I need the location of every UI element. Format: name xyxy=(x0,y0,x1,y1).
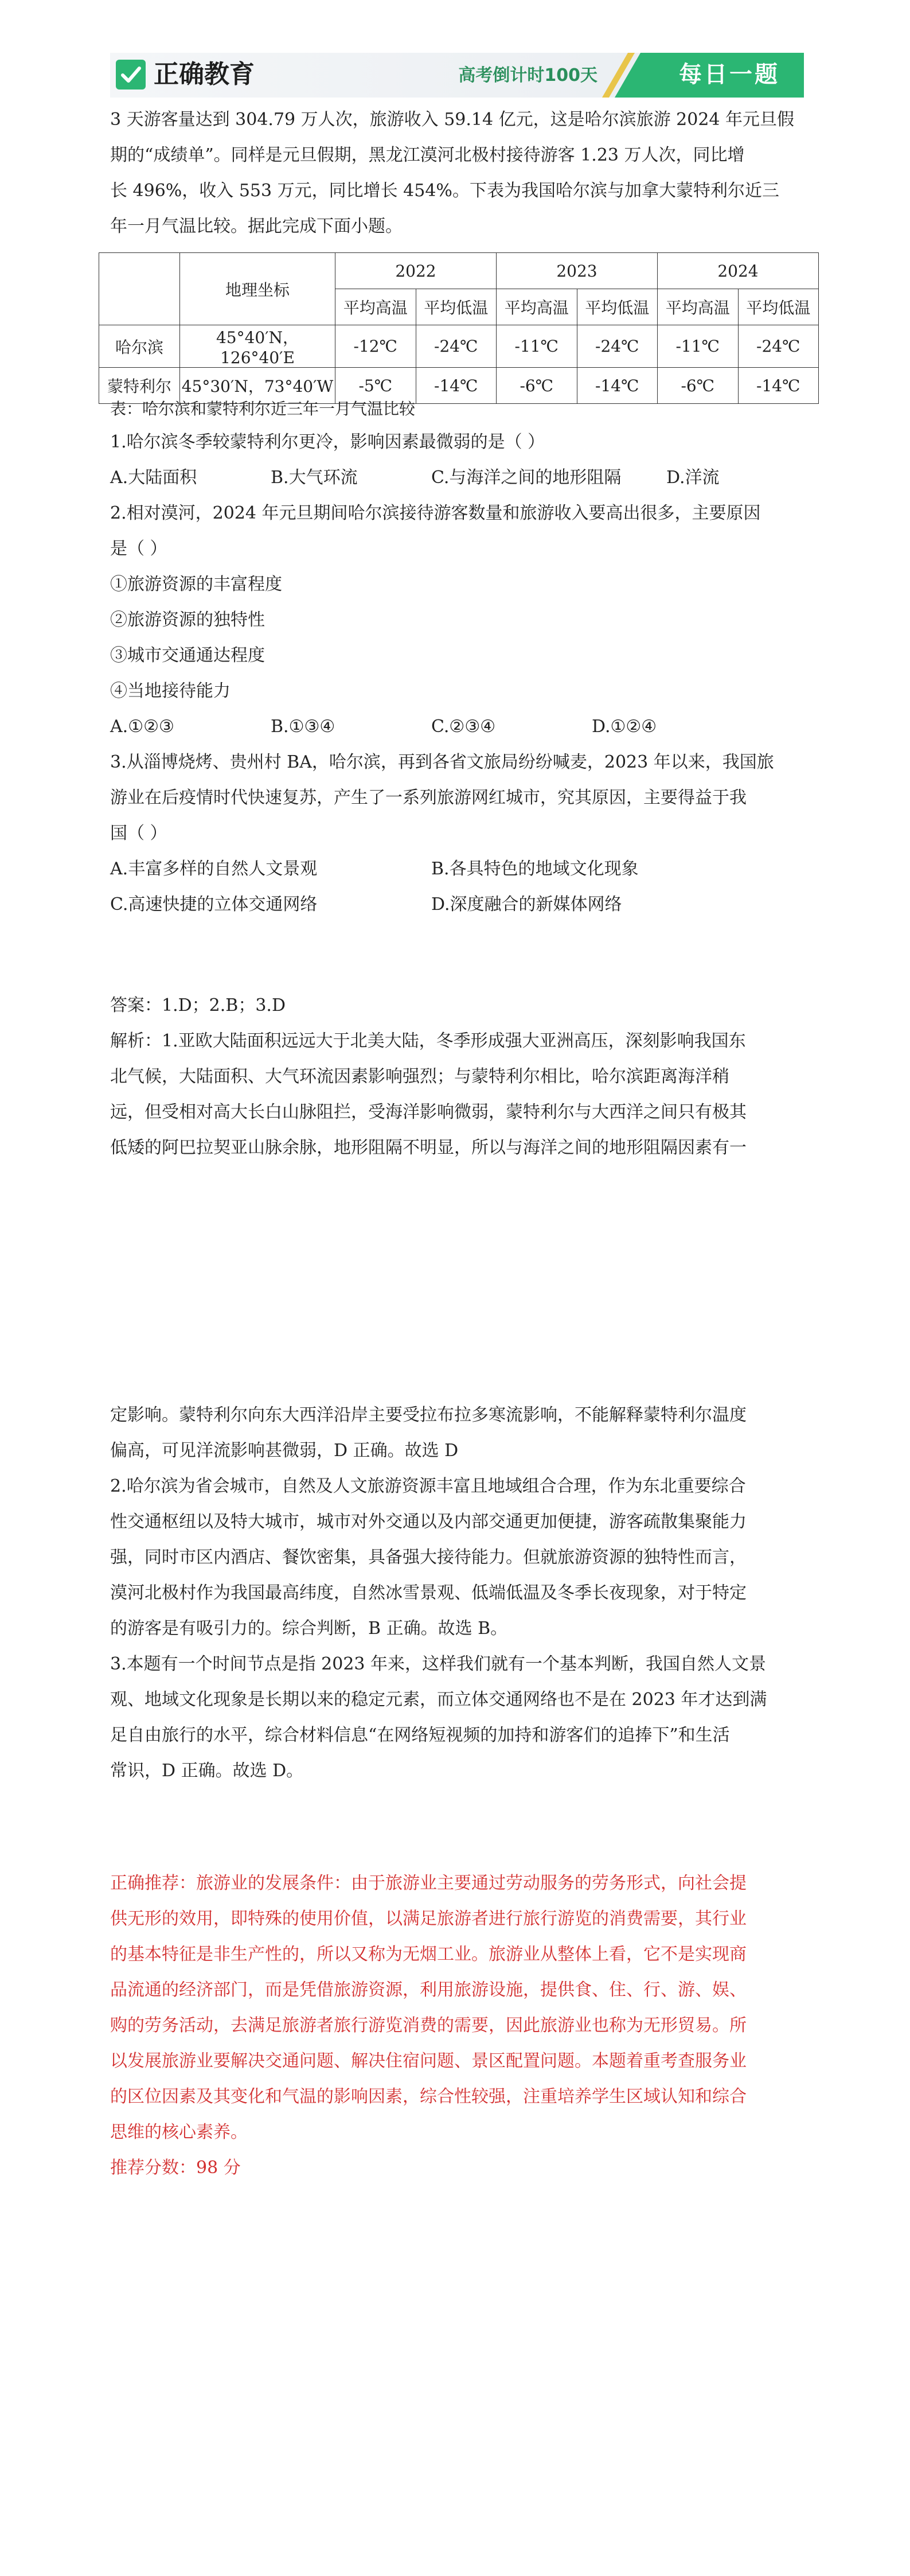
climate-table xyxy=(99,252,819,404)
intro-line: 年一月气温比较。据此完成下面小题。 xyxy=(110,216,403,236)
option-b: B.各具特色的地域文化现象 xyxy=(431,859,639,879)
temp-cell: -14℃ xyxy=(738,368,819,404)
recommend-line: 的基本特征是非生产性的，所以又称为无烟工业。旅游业从整体上看，它不是实现商 xyxy=(110,1944,747,1964)
intro-line: 期的“成绩单”。同样是元旦假期，黑龙江漠河北极村接待游客 1.23 万人次，同比增 xyxy=(110,145,745,165)
statement-item: ①旅游资源的丰富程度 xyxy=(110,574,282,594)
options-row xyxy=(110,887,804,923)
statement-item: ②旅游资源的独特性 xyxy=(110,610,265,630)
question-stem: 2.相对漠河，2024 年元旦期间哈尔滨接待游客数量和旅游收入要高出很多，主要原因 xyxy=(110,503,761,523)
analysis-line: 2.哈尔滨为省会城市，自然及人文旅游资源丰富且地域组合合理，作为东北重要综合 xyxy=(110,1476,746,1496)
table-row xyxy=(99,325,819,368)
coord-cell: 45°30′N，73°40′W xyxy=(180,368,335,404)
analysis-line: 的游客是有吸引力的。综合判断，B 正确。故选 B。 xyxy=(110,1618,508,1639)
analysis-line: 偏高，可见洋流影响甚微弱，D 正确。故选 D xyxy=(110,1441,459,1461)
temp-cell: -11℃ xyxy=(658,325,739,368)
options-row xyxy=(110,851,804,887)
header-banner xyxy=(110,53,804,98)
checkmark-icon xyxy=(116,60,146,90)
temp-cell: -14℃ xyxy=(577,368,658,404)
recommend-line: 以发展旅游业要解决交通问题、解决住宿问题、景区配置问题。本题着重考查服务业 xyxy=(110,2051,747,2071)
recommend-line: 品流通的经济部门，而是凭借旅游资源，利用旅游设施，提供食、住、行、游、娱、 xyxy=(110,1980,747,2000)
intro-line: 3 天游客量达到 304.79 万人次，旅游收入 59.14 亿元，这是哈尔滨旅游 2024 年元旦假 xyxy=(110,110,795,130)
temp-cell: -12℃ xyxy=(335,325,416,368)
sub-header: 平均低温 xyxy=(577,289,658,325)
option-b: B.①③④ xyxy=(271,717,335,737)
option-d: D.深度融合的新媒体网络 xyxy=(431,894,622,915)
answer-line: 答案：1.D；2.B；3.D xyxy=(110,995,286,1015)
statement-item: ④当地接待能力 xyxy=(110,681,231,701)
sub-header: 平均高温 xyxy=(658,289,739,325)
options-row xyxy=(110,709,804,745)
option-c: C.②③④ xyxy=(431,717,496,737)
empty-header-cell xyxy=(99,253,180,325)
analysis-line: 性交通枢纽以及特大城市，城市对外交通以及内部交通更加便捷，游客疏散集聚能力 xyxy=(110,1512,747,1532)
coord-header: 地理坐标 xyxy=(180,253,335,325)
table-header-row xyxy=(99,253,819,289)
temp-cell: -24℃ xyxy=(416,325,497,368)
intro-paragraph xyxy=(110,102,804,244)
temp-cell: -24℃ xyxy=(738,325,819,368)
temp-cell: -11℃ xyxy=(497,325,577,368)
table-caption-block xyxy=(110,396,804,422)
analysis-line: 北气候，大陆面积、大气环流因素影响强烈；与蒙特利尔相比，哈尔滨距离海洋稍 xyxy=(110,1067,729,1087)
question-stem: 游业在后疫情时代快速复苏，产生了一系列旅游网红城市，究其原因，主要得益于我 xyxy=(110,788,747,808)
temp-cell: -14℃ xyxy=(416,368,497,404)
sub-header: 平均高温 xyxy=(335,289,416,325)
statement-item: ③城市交通通达程度 xyxy=(110,645,265,666)
question-1 xyxy=(110,425,804,496)
option-a: A.大陆面积 xyxy=(110,468,197,488)
question-stem: 3.从淄博烧烤、贵州村 BA，哈尔滨，再到各省文旅局纷纷喊麦，2023 年以来，我国旅 xyxy=(110,752,774,772)
year-header: 2024 xyxy=(658,253,819,289)
recommend-line: 的区位因素及其变化和气温的影响因素，综合性较强，注重培养学生区域认知和综合 xyxy=(110,2087,747,2107)
city-cell: 蒙特利尔 xyxy=(99,368,180,404)
analysis-part-1 xyxy=(110,1024,804,1166)
recommend-score: 推荐分数：98 分 xyxy=(110,2158,241,2178)
analysis-line: 3.本题有一个时间节点是指 2023 年来，这样我们就有一个基本判断，我国自然人文景 xyxy=(110,1654,767,1674)
recommend-line: 思维的核心素养。 xyxy=(110,2122,248,2142)
exam-countdown: 高考倒计时100天 xyxy=(458,65,597,85)
question-2 xyxy=(110,496,804,745)
recommend-line: 购的劳务活动，去满足旅游者旅行游览消费的需要，因此旅游业也称为无形贸易。所 xyxy=(110,2015,747,2036)
analysis-line: 解析：1.亚欧大陆面积远远大于北美大陆，冬季形成强大亚洲高压，深刻影响我国东 xyxy=(110,1031,746,1051)
coord-cell: 45°40′N，126°40′E xyxy=(180,325,335,368)
sub-header: 平均低温 xyxy=(416,289,497,325)
analysis-line: 定影响。蒙特利尔向东大西洋沿岸主要受拉布拉多寒流影响，不能解释蒙特利尔温度 xyxy=(110,1405,747,1425)
recommend-line: 供无形的效用，即特殊的使用价值，以满足旅游者进行旅行游览的消费需要，其行业 xyxy=(110,1909,747,1929)
recommend-line: 正确推荐：旅游业的发展条件：由于旅游业主要通过劳动服务的劳务形式，向社会提 xyxy=(110,1873,747,1893)
answer-block xyxy=(110,988,804,1024)
option-a: A.丰富多样的自然人文景观 xyxy=(110,859,318,879)
city-cell: 哈尔滨 xyxy=(99,325,180,368)
question-3 xyxy=(110,745,804,923)
analysis-line: 漠河北极村作为我国最高纬度，自然冰雪景观、低端低温及冬季长夜现象，对于特定 xyxy=(110,1583,747,1603)
sub-header: 平均低温 xyxy=(738,289,819,325)
recommendation-block xyxy=(110,1866,804,2186)
table-caption: 表：哈尔滨和蒙特利尔近三年一月气温比较 xyxy=(110,399,416,418)
analysis-part-2 xyxy=(110,1398,804,1789)
brand-name: 正确教育 xyxy=(154,60,255,89)
option-c: C.高速快捷的立体交通网络 xyxy=(110,894,318,915)
option-c: C.与海洋之间的地形阻隔 xyxy=(431,468,622,488)
daily-question-label: 每日一题 xyxy=(679,61,780,88)
option-a: A.①②③ xyxy=(110,717,174,737)
temp-cell: -24℃ xyxy=(577,325,658,368)
analysis-line: 常识，D 正确。故选 D。 xyxy=(110,1761,304,1781)
temp-cell: -6℃ xyxy=(658,368,739,404)
analysis-line: 观、地域文化现象是长期以来的稳定元素，而立体交通网络也不是在 2023 年才达到满 xyxy=(110,1690,767,1710)
question-stem: 是（ ） xyxy=(110,539,167,559)
question-stem: 1.哈尔滨冬季较蒙特利尔更冷，影响因素最微弱的是（ ） xyxy=(110,432,545,452)
temp-cell: -5℃ xyxy=(335,368,416,404)
sub-header: 平均高温 xyxy=(497,289,577,325)
temp-cell: -6℃ xyxy=(497,368,577,404)
option-d: D.①②④ xyxy=(592,717,657,737)
intro-line: 长 496%，收入 553 万元，同比增长 454%。下表为我国哈尔滨与加拿大蒙特利尔近三 xyxy=(110,181,779,201)
option-d: D.洋流 xyxy=(666,468,720,488)
analysis-line: 强，同时市区内酒店、餐饮密集，具备强大接待能力。但就旅游资源的独特性而言， xyxy=(110,1547,747,1567)
analysis-line: 远，但受相对高大长白山脉阻拦，受海洋影响微弱，蒙特利尔与大西洋之间只有极其 xyxy=(110,1102,747,1122)
question-stem: 国（ ） xyxy=(110,823,167,843)
year-header: 2022 xyxy=(335,253,497,289)
analysis-line: 低矮的阿巴拉契亚山脉余脉，地形阻隔不明显，所以与海洋之间的地形阻隔因素有一 xyxy=(110,1138,747,1158)
analysis-line: 足自由旅行的水平，综合材料信息“在网络短视频的加持和游客们的追捧下”和生活 xyxy=(110,1725,730,1745)
year-header: 2023 xyxy=(497,253,658,289)
option-b: B.大气环流 xyxy=(271,468,358,488)
options-row xyxy=(110,460,804,496)
